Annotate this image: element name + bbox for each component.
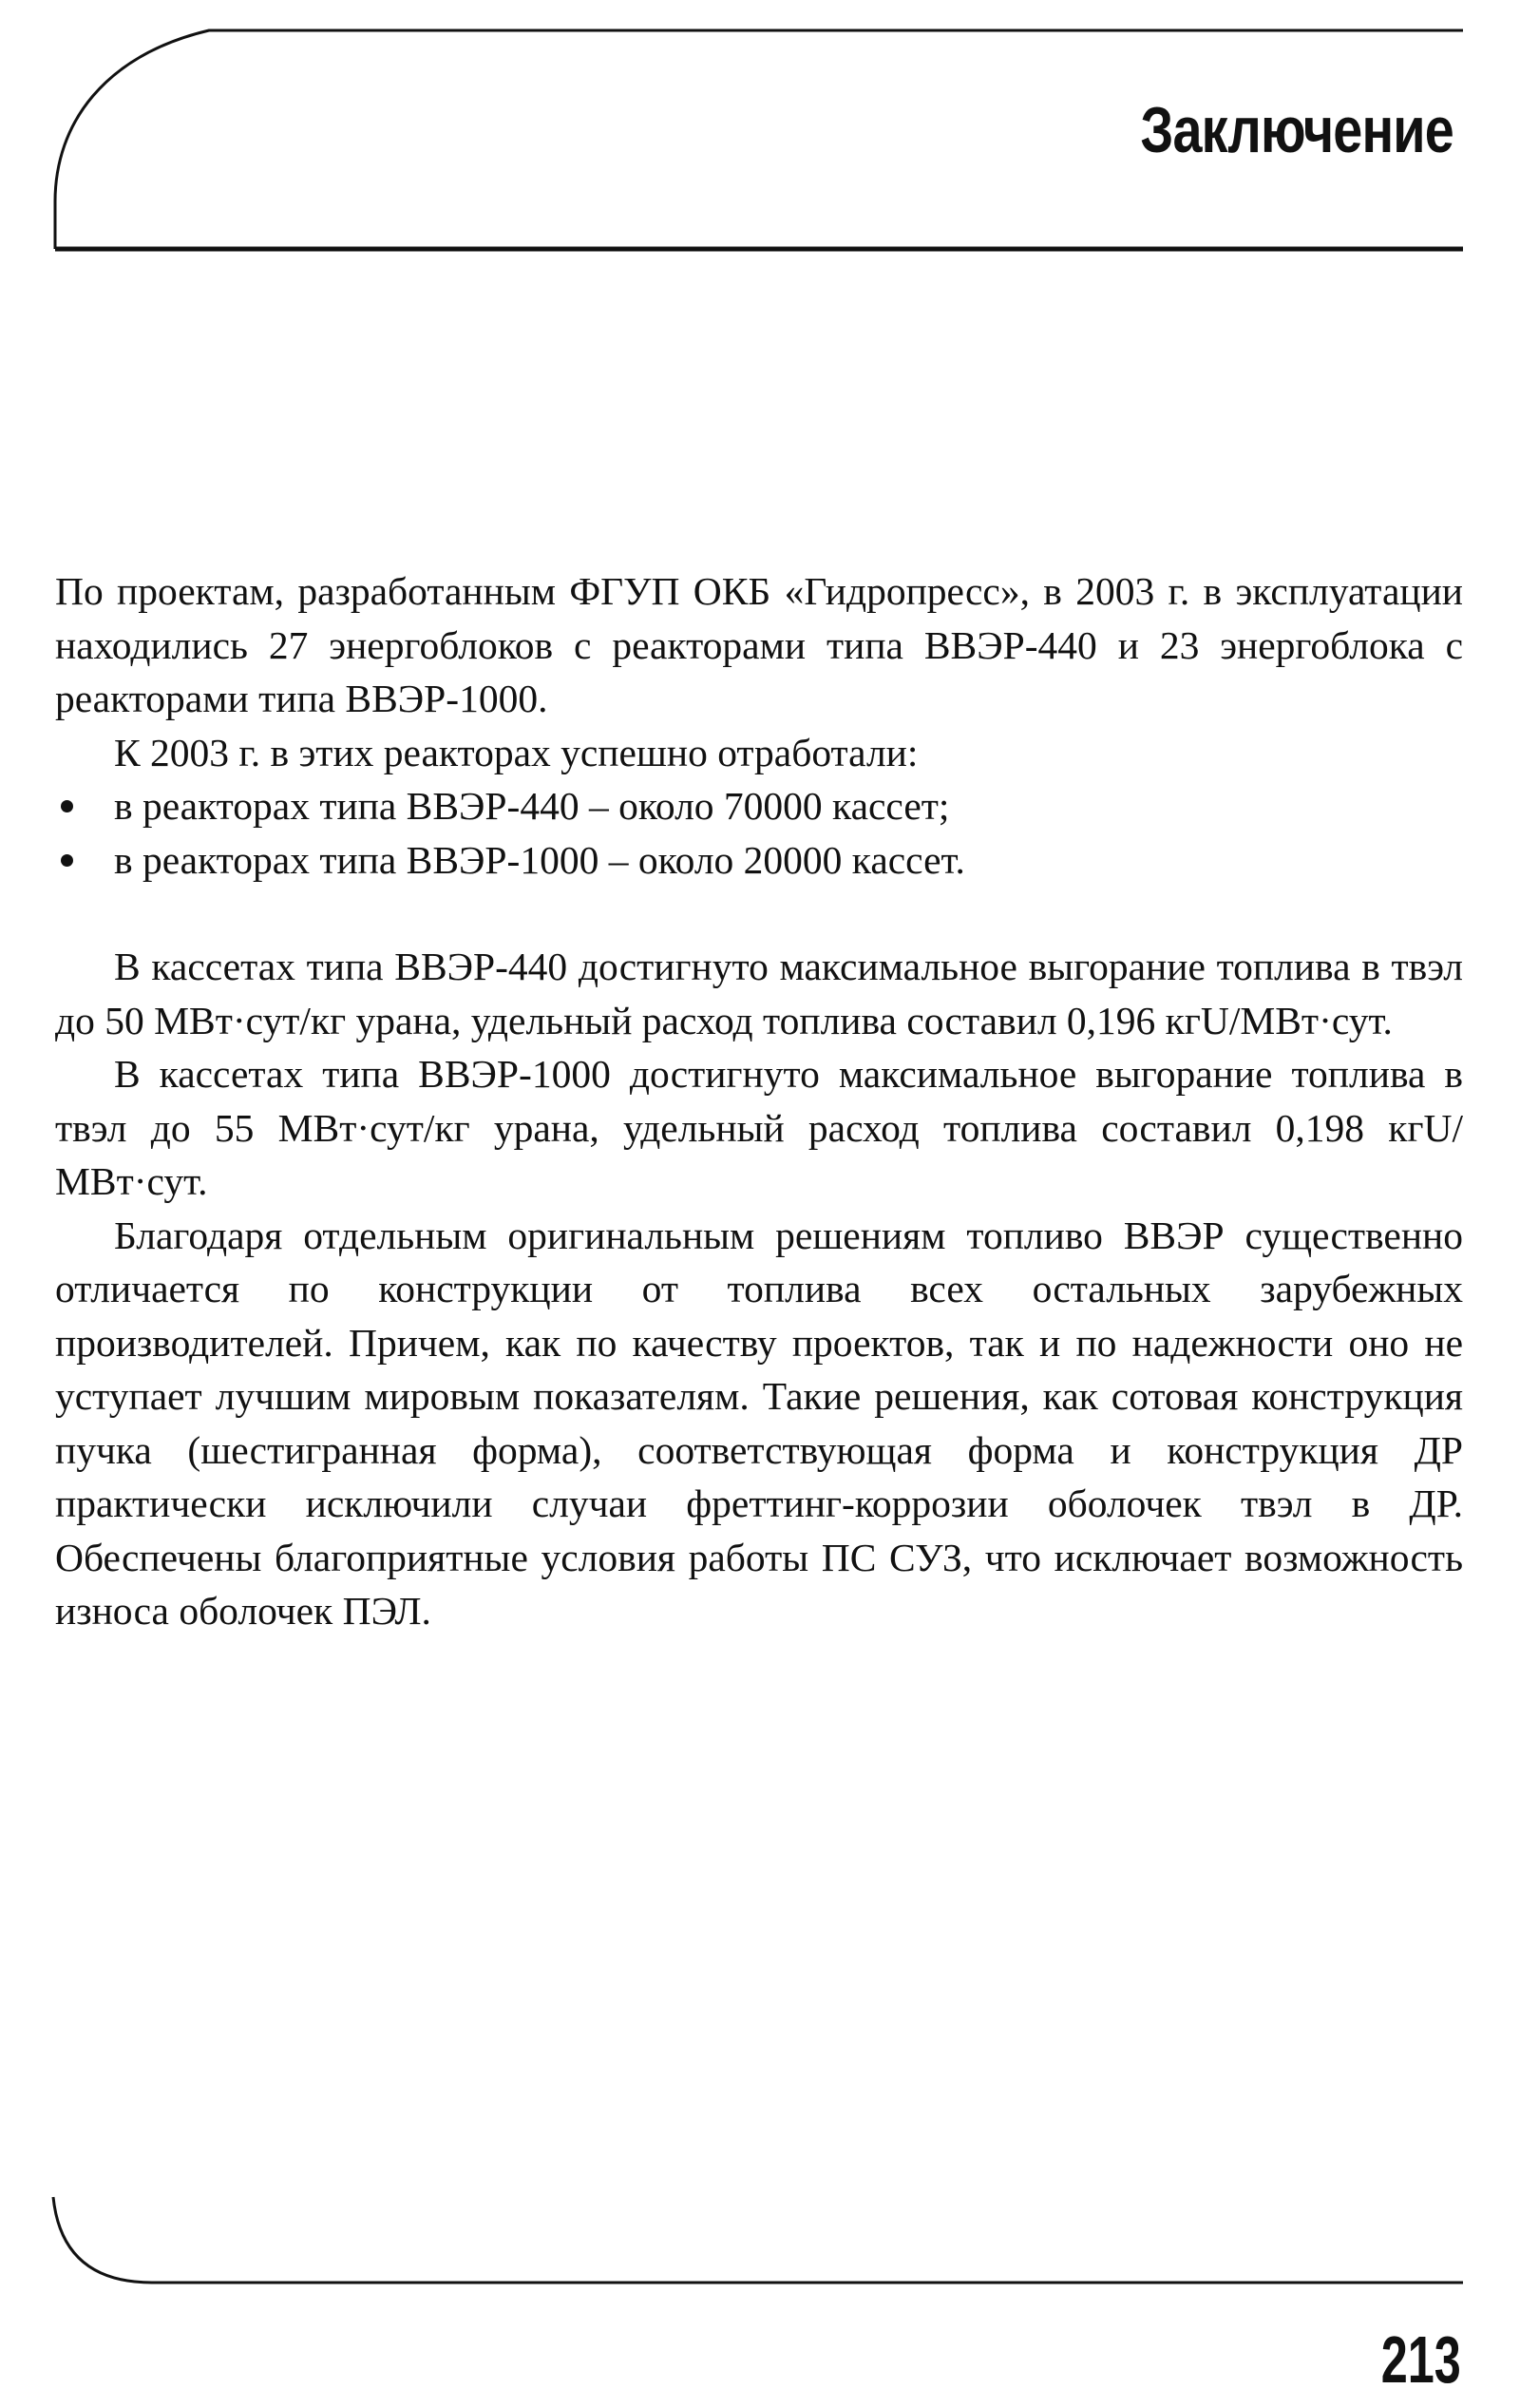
bullet-item	[55, 833, 1463, 888]
bullet-list	[55, 779, 1463, 887]
paragraph-vver1000: В кассетах типа ВВЭР-1000 достигнуто максимальное выгорание топлива в твэл до 55 МВт·сут/кг урана, удельный расход топлива составил 0,198 кгU/МВт·сут.	[55, 1052, 1463, 1203]
bullet-text: в реакторах типа ВВЭР-1000 – около 20000 кассет.	[114, 837, 965, 882]
bullet-item	[55, 779, 1463, 833]
page-body	[55, 564, 1463, 1638]
bullet-icon	[61, 854, 73, 867]
paragraph-vver440: В кассетах типа ВВЭР-440 достигнуто максимальное выгорание топлива в твэл до 50 МВт·сут/кг урана, удельный расход топлива составил 0,196 кгU/МВт·сут.	[55, 945, 1463, 1042]
chapter-title: Заключение	[1140, 94, 1454, 166]
paragraph-intro: По проектам, разработанным ФГУП ОКБ «Гидропресс», в 2003 г. в эксплуатации находились 27 энергоблоков с реакторами типа ВВЭР-440 и 23 энергоблока с реакторами типа ВВЭР-1000.	[55, 569, 1463, 720]
bullet-icon	[61, 800, 73, 812]
bullet-text: в реакторах типа ВВЭР-440 – около 70000 кассет;	[114, 784, 950, 828]
footer-frame-line	[53, 2197, 1463, 2283]
paragraph-summary: К 2003 г. в этих реакторах успешно отработали:	[114, 730, 919, 774]
page-number: 213	[1380, 2322, 1461, 2397]
paragraph-design: Благодаря отдельным оригинальным решениям топливо ВВЭР существенно отличается по конструкции от топлива всех остальных зарубежных производителей. Причем, как по качеству проектов, так и по надежности оно не уступает лучшим мировым показателям. Такие решения, как сотовая конструкция пучка (шестигранная форма), соответствующая форма и конструкция ДР практически исключили случаи фреттинг-коррозии оболочек твэл в ДР. Обеспечены благоприятные условия работы ПС СУЗ, что исключает возможность износа оболочек ПЭЛ.	[55, 1213, 1463, 1633]
